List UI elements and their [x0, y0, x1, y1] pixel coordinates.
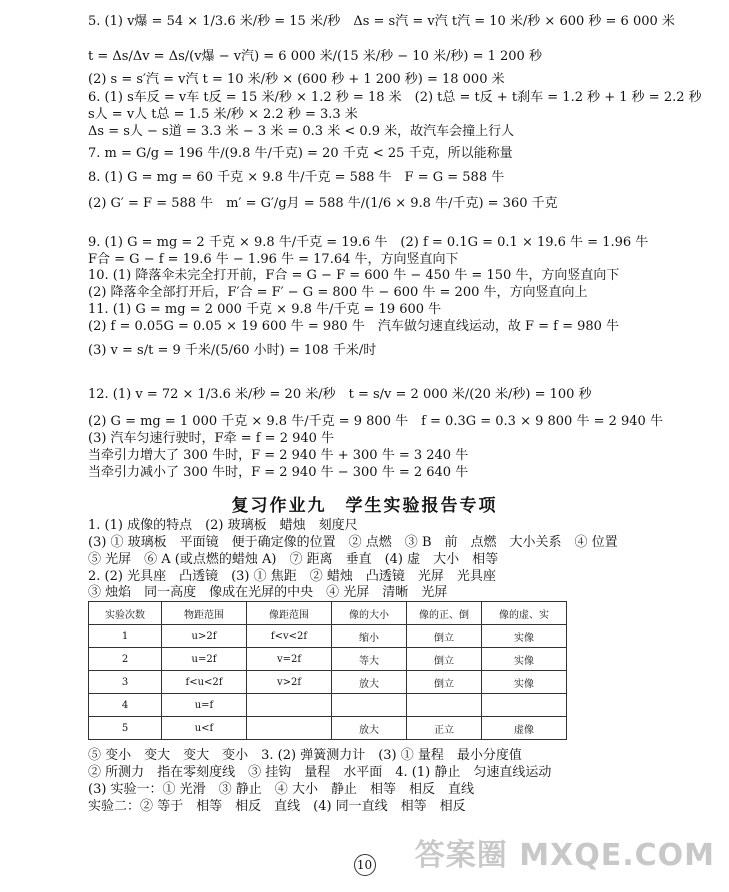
answer-line: 12. (1) v = 72 × 1/3.6 米/秒 = 20 米/秒 t = s/v = 2 000 米/(20 米/秒) = 100 秒	[88, 387, 592, 402]
table-cell	[482, 694, 567, 717]
answer-line: 11. (1) G = mg = 2 000 千克 × 9.8 牛/千克 = 19 600 牛	[88, 302, 442, 317]
table-cell: 1	[89, 625, 162, 648]
table-cell: u=f	[162, 694, 247, 717]
table-cell: 等大	[332, 648, 407, 671]
table-cell: f<u<2f	[162, 671, 247, 694]
table-cell: f<v<2f	[247, 625, 332, 648]
section-title: 复习作业九 学生实验报告专项	[231, 496, 498, 516]
table-cell: 5	[89, 717, 162, 740]
table-cell	[332, 694, 407, 717]
table-row	[89, 671, 567, 694]
table-cell: 倒立	[407, 625, 482, 648]
table-cell: 放大	[332, 717, 407, 740]
table-header-cell: 像的大小	[332, 602, 407, 625]
table-cell: 倒立	[407, 671, 482, 694]
table-header-cell: 物距范围	[162, 602, 247, 625]
page-number-circle: 10	[354, 854, 376, 876]
answer-line: (2) 降落伞全部打开后，F′合 = F′ − G = 800 牛 − 600 牛 = 200 牛，方向竖直向上	[88, 285, 588, 300]
answer-line: 9. (1) G = mg = 2 千克 × 9.8 牛/千克 = 19.6 牛 (2) f = 0.1G = 0.1 × 19.6 牛 = 1.96 牛	[88, 235, 649, 250]
table-cell: 实像	[482, 648, 567, 671]
table-cell: u>2f	[162, 625, 247, 648]
answer-line: ② 所测力 指在零刻度线 ③ 挂钩 量程 水平面 4. (1) 静止 匀速直线运动	[88, 765, 552, 780]
answer-line: 6. (1) s车反 = v车 t反 = 15 米/秒 × 1.2 秒 = 18 米 (2) t总 = t反 + t刹车 = 1.2 秒 + 1 秒 = 2.2 秒	[88, 90, 702, 105]
answer-line: (2) G′ = F = 588 牛 m′ = G′/g月 = 588 牛/(1/6 × 9.8 牛/千克) = 360 千克	[88, 196, 558, 211]
table-header-row	[89, 602, 567, 625]
table-row	[89, 694, 567, 717]
table-row	[89, 717, 567, 740]
answer-line: (2) G = mg = 1 000 千克 × 9.8 牛/千克 = 9 800 牛 f = 0.3G = 0.3 × 9 800 牛 = 2 940 牛	[88, 414, 663, 429]
answer-line: 10. (1) 降落伞未完全打开前，F合 = G − F = 600 牛 − 450 牛 = 150 牛，方向竖直向下	[88, 268, 620, 283]
answer-line: 1. (1) 成像的特点 (2) 玻璃板 蜡烛 刻度尺	[88, 518, 358, 533]
table-header-cell: 像距范围	[247, 602, 332, 625]
table-cell: v>2f	[247, 671, 332, 694]
table-row	[89, 625, 567, 648]
answer-line: 7. m = G/g = 196 牛/(9.8 牛/千克) = 20 千克 < 25 千克，所以能称量	[88, 146, 513, 161]
answer-line: s人 = v人 t总 = 1.5 米/秒 × 2.2 秒 = 3.3 米	[88, 107, 358, 122]
answer-line: ③ 烛焰 同一高度 像成在光屏的中央 ④ 光屏 清晰 光屏	[88, 585, 448, 600]
table-cell	[247, 717, 332, 740]
table-header-cell: 实验次数	[89, 602, 162, 625]
table-cell: 放大	[332, 671, 407, 694]
table-row	[89, 648, 567, 671]
answer-line: F合 = G − f = 19.6 牛 − 1.96 牛 = 17.64 牛，方向竖直向下	[88, 252, 459, 267]
table-header-cell: 像的正、倒	[407, 602, 482, 625]
answer-line: 5. (1) v爆 = 54 × 1/3.6 米/秒 = 15 米/秒 Δs = s汽 = v汽 t汽 = 10 米/秒 × 600 秒 = 6 000 米	[88, 14, 675, 29]
table-cell: v=2f	[247, 648, 332, 671]
answer-line: 当牵引力减小了 300 牛时，F = 2 940 牛 − 300 牛 = 2 640 牛	[88, 465, 469, 480]
table-cell: 正立	[407, 717, 482, 740]
answer-line: (3) ① 玻璃板 平面镜 便于确定像的位置 ② 点燃 ③ B 前 点燃 大小关系 ④ 位置	[88, 535, 618, 550]
answer-line: 实验二：② 等于 相等 相反 直线 (4) 同一直线 相等 相反	[88, 799, 466, 814]
table-cell: 实像	[482, 625, 567, 648]
watermark: 答案圈 MXQE.COM	[414, 838, 715, 873]
table-cell: 3	[89, 671, 162, 694]
table-cell: 虚像	[482, 717, 567, 740]
table-cell: 2	[89, 648, 162, 671]
table-cell: u=2f	[162, 648, 247, 671]
answer-line: (3) 汽车匀速行驶时，F牵 = f = 2 940 牛	[88, 431, 335, 446]
table-cell: 倒立	[407, 648, 482, 671]
table-cell: 缩小	[332, 625, 407, 648]
answer-line: (2) f = 0.05G = 0.05 × 19 600 牛 = 980 牛 汽车做匀速直线运动，故 F = f = 980 牛	[88, 319, 620, 334]
answer-line: 2. (2) 光具座 凸透镜 (3) ① 焦距 ② 蜡烛 凸透镜 光屏 光具座	[88, 569, 496, 584]
answer-line: ⑤ 光屏 ⑥ A (或点燃的蜡烛 A) ⑦ 距离 垂直 (4) 虚 大小 相等	[88, 552, 499, 567]
table-header-cell: 像的虚、实	[482, 602, 567, 625]
table-cell: u<f	[162, 717, 247, 740]
table-body	[89, 625, 567, 740]
table-cell: 实像	[482, 671, 567, 694]
answer-line: (3) 实验一：① 光滑 ③ 静止 ④ 大小 静止 相等 相反 直线	[88, 782, 474, 797]
table-cell: 4	[89, 694, 162, 717]
answer-line: Δs = s人 − s道 = 3.3 米 − 3 米 = 0.3 米 < 0.9 米，故汽车会撞上行人	[88, 124, 515, 139]
answer-line: 当牵引力增大了 300 牛时，F = 2 940 牛 + 300 牛 = 3 240 牛	[88, 448, 469, 463]
answer-line: 8. (1) G = mg = 60 千克 × 9.8 牛/千克 = 588 牛 F = G = 588 牛	[88, 170, 505, 185]
table-cell	[247, 694, 332, 717]
lens-experiment-table	[88, 601, 567, 740]
table-cell	[407, 694, 482, 717]
answer-line: ⑤ 变小 变大 变大 变小 3. (2) 弹簧测力计 (3) ① 量程 最小分度值	[88, 748, 522, 763]
answer-line: t = Δs/Δv = Δs/(v爆 − v汽) = 6 000 米/(15 米/秒 − 10 米/秒) = 1 200 秒	[88, 49, 542, 64]
answer-line: (2) s = s′汽 = v汽 t = 10 米/秒 × (600 秒 + 1 200 秒) = 18 000 米	[88, 72, 505, 87]
answer-line: (3) v = s/t = 9 千米/(5/60 小时) = 108 千米/时	[88, 343, 377, 358]
